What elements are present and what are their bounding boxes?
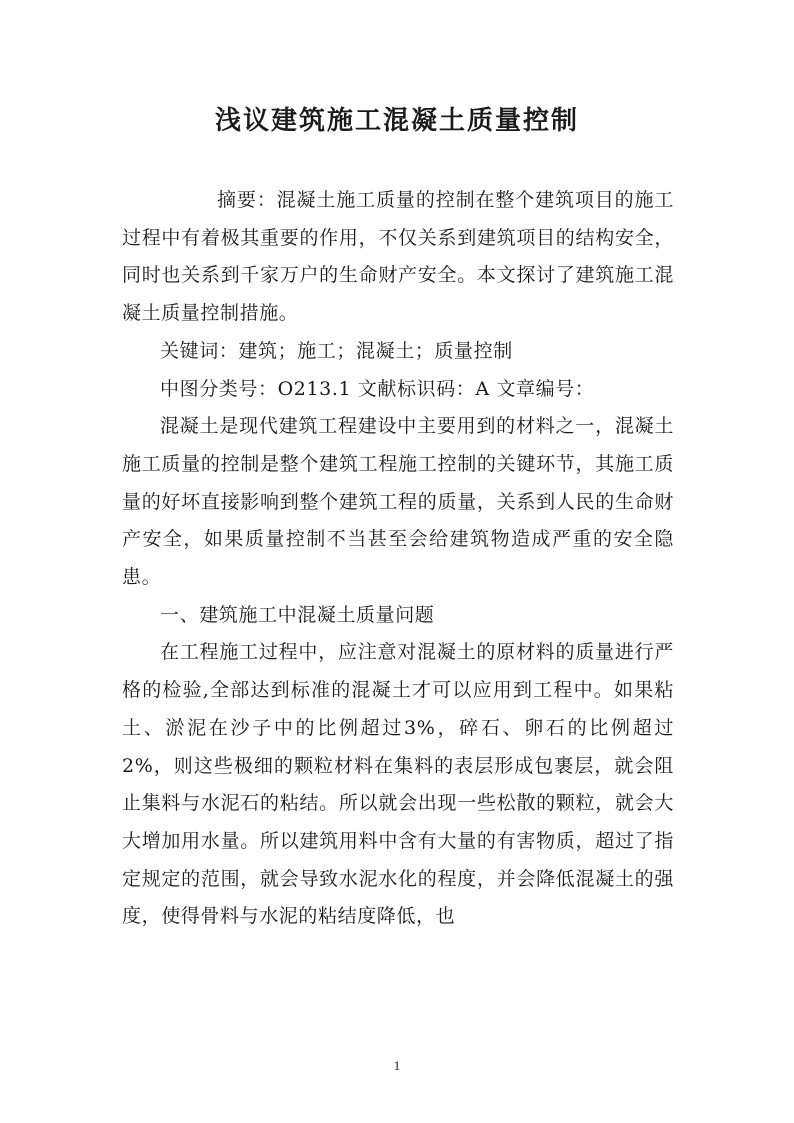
section-paragraph: 在工程施工过程中，应注意对混凝土的原材料的质量进行严格的检验,全部达到标准的混凝土才可以应用到工程中。如果粘土、淤泥在沙子中的比例超过3%，碎石、卵石的比例超过2%，则这些极细的颗粒材料在集料的表层形成包裹层，就会阻止集料与水泥石的粘结。所以就会出现一些松散的颗粒，就会大大增加用水量。所以建筑用料中含有大量的有害物质，超过了指定规定的范围，就会导致水泥水化的程度，并会降低混凝土的强度，使得骨料与水泥的粘结度降低，也	[122, 641, 674, 928]
classification-line: 中图分类号：O213.1 文献标识码：A 文章编号：	[160, 377, 595, 400]
abstract-paragraph: 摘要：混凝土施工质量的控制在整个建筑项目的施工过程中有着极其重要的作用，不仅关系到建筑项目的结构安全，同时也关系到千家万户的生命财产安全。本文探讨了建筑施工混凝土质量控制措施。	[122, 189, 674, 325]
document-title: 浅议建筑施工混凝土质量控制	[214, 106, 579, 136]
intro-paragraph: 混凝土是现代建筑工程建设中主要用到的材料之一，混凝土施工质量的控制是整个建筑工程施工控制的关键环节，其施工质量的好坏直接影响到整个建筑工程的质量，关系到人民的生命财产安全，如果质量控制不当甚至会给建筑物造成严重的安全隐患。	[122, 415, 674, 589]
page-number: 1	[393, 1058, 401, 1073]
section-heading: 一、建筑施工中混凝土质量问题	[160, 603, 435, 626]
keywords-line: 关键词：建筑；施工；混凝土；质量控制	[160, 339, 513, 362]
document-body	[122, 182, 674, 936]
